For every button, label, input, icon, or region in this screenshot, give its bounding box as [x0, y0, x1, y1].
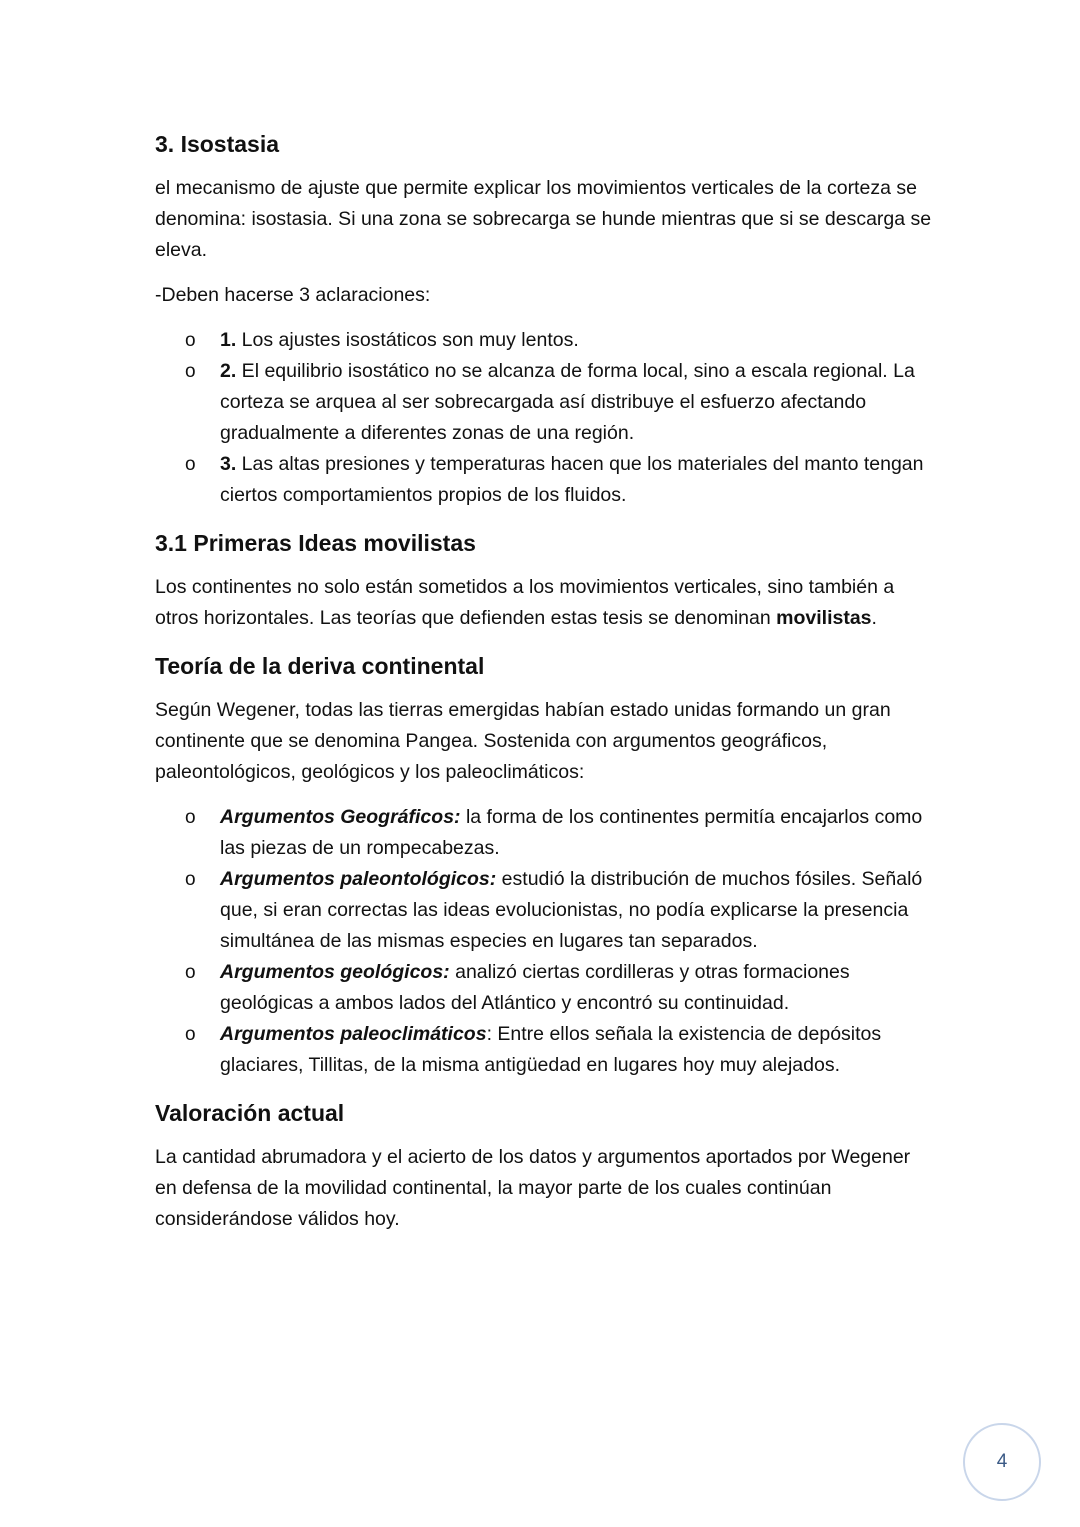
item-number: 2.	[220, 360, 237, 382]
item-text: Las altas presiones y temperaturas hacen que los materiales del manto tengan ciertos comportamientos propios de los fluidos.	[220, 453, 924, 506]
valoracion-paragraph: La cantidad abrumadora y el acierto de los datos y argumentos aportados por Wegener en defensa de la movilidad continental, la mayor parte de los cuales continúan considerándose válidos hoy.	[155, 1146, 911, 1230]
list-item	[155, 356, 935, 449]
list-item	[155, 1019, 935, 1081]
list-item	[155, 325, 935, 356]
page-number-badge	[963, 1423, 1041, 1501]
heading-valoracion: Valoración actual	[155, 1100, 345, 1126]
bullet-icon: o	[185, 1024, 196, 1045]
bullet-icon: o	[185, 869, 196, 890]
movilistas-paragraph	[155, 572, 935, 634]
bullet-icon: o	[185, 361, 196, 382]
item-text: : Entre ellos señala la existencia de depósitos glaciares, Tillitas, de la misma antigüedad en lugares hoy muy alejados.	[220, 1023, 882, 1076]
page-number: 4	[996, 1451, 1008, 1472]
document-page	[155, 128, 935, 1235]
deriva-intro: Según Wegener, todas las tierras emergidas habían estado unidas formando un gran continente que se denomina Pangea. Sostenida con argumentos geográficos, paleontológicos, geológicos y los paleoclimáticos:	[155, 699, 891, 783]
isostasia-intro: el mecanismo de ajuste que permite explicar los movimientos verticales de la corteza se denomina: isostasia. Si una zona se sobrecarga se hunde mientras que si se descarga se eleva.	[155, 177, 932, 261]
item-text: analizó ciertas cordilleras y otras formaciones geológicas a ambos lados del Atlántico y encontró su continuidad.	[220, 961, 850, 1014]
heading-movilistas: 3.1 Primeras Ideas movilistas	[155, 530, 476, 556]
item-text: estudió la distribución de muchos fósiles. Señaló que, si eran correctas las ideas evolucionistas, no podía explicarse la presencia simultánea de las mismas especies en lugares tan separados.	[220, 868, 923, 952]
list-item	[155, 864, 935, 957]
list-item	[155, 802, 935, 864]
bullet-icon: o	[185, 454, 196, 475]
item-text: la forma de los continentes permitía encajarlos como las piezas de un rompecabezas.	[220, 806, 923, 859]
item-text: El equilibrio isostático no se alcanza de forma local, sino a escala regional. La corteza se arquea al ser sobrecargada así distribuye el esfuerzo afectando gradualmente a diferentes zonas de una región.	[220, 360, 915, 444]
item-number: 3.	[220, 453, 237, 475]
item-number: 1.	[220, 329, 237, 351]
item-term: Argumentos paleontológicos:	[220, 868, 497, 890]
item-text: Los ajustes isostáticos son muy lentos.	[236, 329, 579, 351]
list-item	[155, 957, 935, 1019]
heading-deriva: Teoría de la deriva continental	[155, 653, 485, 679]
list-item	[155, 449, 935, 511]
movilistas-term: movilistas	[776, 607, 872, 629]
item-term: Argumentos paleoclimáticos	[220, 1023, 487, 1045]
item-term: Argumentos geológicos:	[220, 961, 450, 983]
bullet-icon: o	[185, 807, 196, 828]
deriva-list	[155, 802, 935, 1081]
isostasia-list	[155, 325, 935, 511]
item-term: Argumentos Geográficos:	[220, 806, 461, 828]
bullet-icon: o	[185, 962, 196, 983]
heading-isostasia: 3. Isostasia	[155, 131, 280, 157]
isostasia-lead: -Deben hacerse 3 aclaraciones:	[155, 284, 431, 306]
movilistas-text: Los continentes no solo están sometidos a los movimientos verticales, sino también a otros horizontales. Las teorías que defienden estas tesis se denominan	[155, 576, 895, 629]
bullet-icon: o	[185, 330, 196, 351]
movilistas-end: .	[871, 607, 877, 629]
